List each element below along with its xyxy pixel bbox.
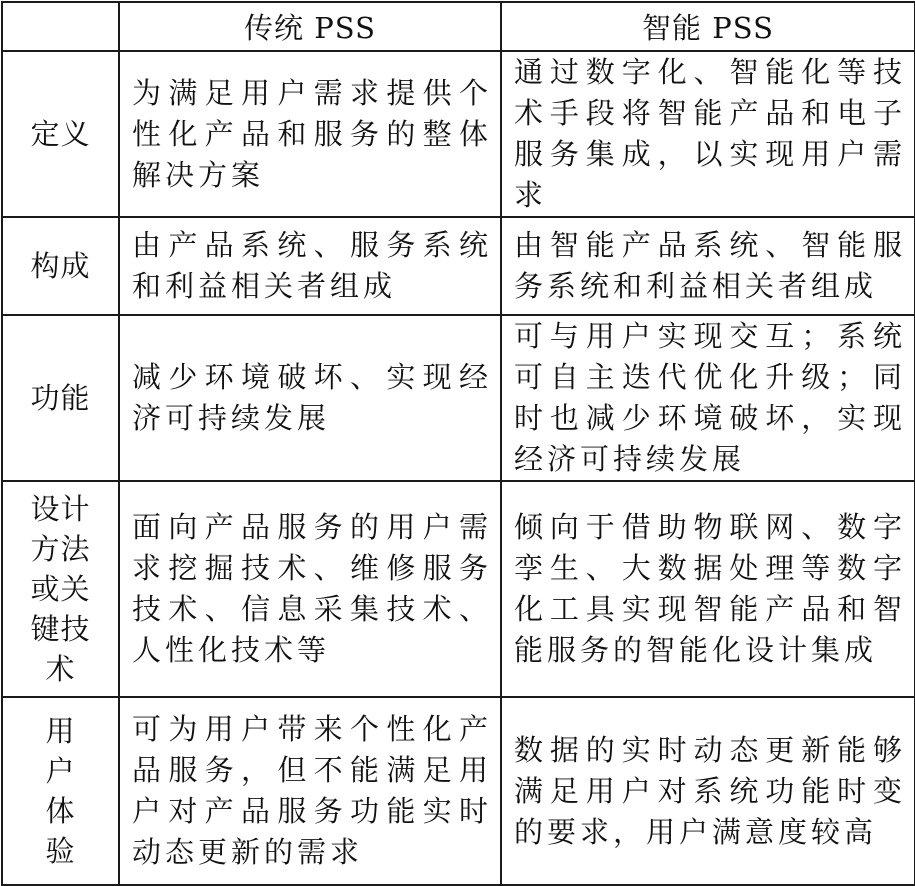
cell-text: 数据的实时动态更新能够满足用户对系统功能时变的要求，用户满意度较高: [514, 732, 906, 849]
table-row: [2, 217, 915, 315]
row-label-text: 设计方法或关键技术: [30, 492, 91, 686]
header-traditional-pss: 传统 PSS: [119, 2, 501, 51]
traditional-cell: [119, 217, 501, 315]
row-label-text: 构成: [30, 249, 91, 283]
table-row: [2, 51, 915, 217]
smart-cell: [501, 481, 915, 697]
traditional-cell: [119, 51, 501, 217]
row-label-text: 用户体验: [45, 714, 76, 868]
cell-text: 为满足用户需求提供个性化产品和服务的整体解决方案: [132, 75, 492, 192]
traditional-cell: [119, 481, 501, 697]
row-label-text: 定义: [30, 117, 91, 151]
cell-text: 减少环境破坏、实现经济可持续发展: [132, 360, 492, 435]
cell-text: 可为用户带来个性化产品服务，但不能满足用户对产品服务功能实时动态更新的需求: [132, 712, 492, 869]
cell-text: 由智能产品系统、智能服务系统和利益相关者组成: [514, 228, 906, 303]
row-label: [2, 217, 119, 315]
header-row: [2, 2, 915, 51]
smart-cell: [501, 51, 915, 217]
row-label: [2, 697, 119, 885]
smart-cell: [501, 315, 915, 481]
table-row: [2, 315, 915, 481]
header-corner: [2, 2, 119, 51]
row-label: [2, 481, 119, 697]
traditional-cell: [119, 315, 501, 481]
smart-cell: [501, 217, 915, 315]
cell-text: 通过数字化、智能化等技术手段将智能产品和电子服务集成，以实现用户需求: [514, 55, 906, 212]
cell-text: 由产品系统、服务系统和利益相关者组成: [132, 228, 492, 303]
row-label: [2, 51, 119, 217]
cell-text: 面向产品服务的用户需求挖掘技术、维修服务技术、信息采集技术、人性化技术等: [132, 510, 492, 667]
header-smart-pss: 智能 PSS: [501, 2, 915, 51]
smart-cell: [501, 697, 915, 885]
row-label-text: 功能: [30, 381, 91, 415]
cell-text: 可与用户实现交互；系统可自主迭代优化升级；同时也减少环境破坏，实现经济可持续发展: [514, 319, 906, 476]
comparison-table: [1, 1, 915, 886]
table-row: [2, 481, 915, 697]
cell-text: 倾向于借助物联网、数字孪生、大数据处理等数字化工具实现智能产品和智能服务的智能化设计集成: [514, 510, 906, 667]
table-row: [2, 697, 915, 885]
traditional-cell: [119, 697, 501, 885]
row-label: [2, 315, 119, 481]
